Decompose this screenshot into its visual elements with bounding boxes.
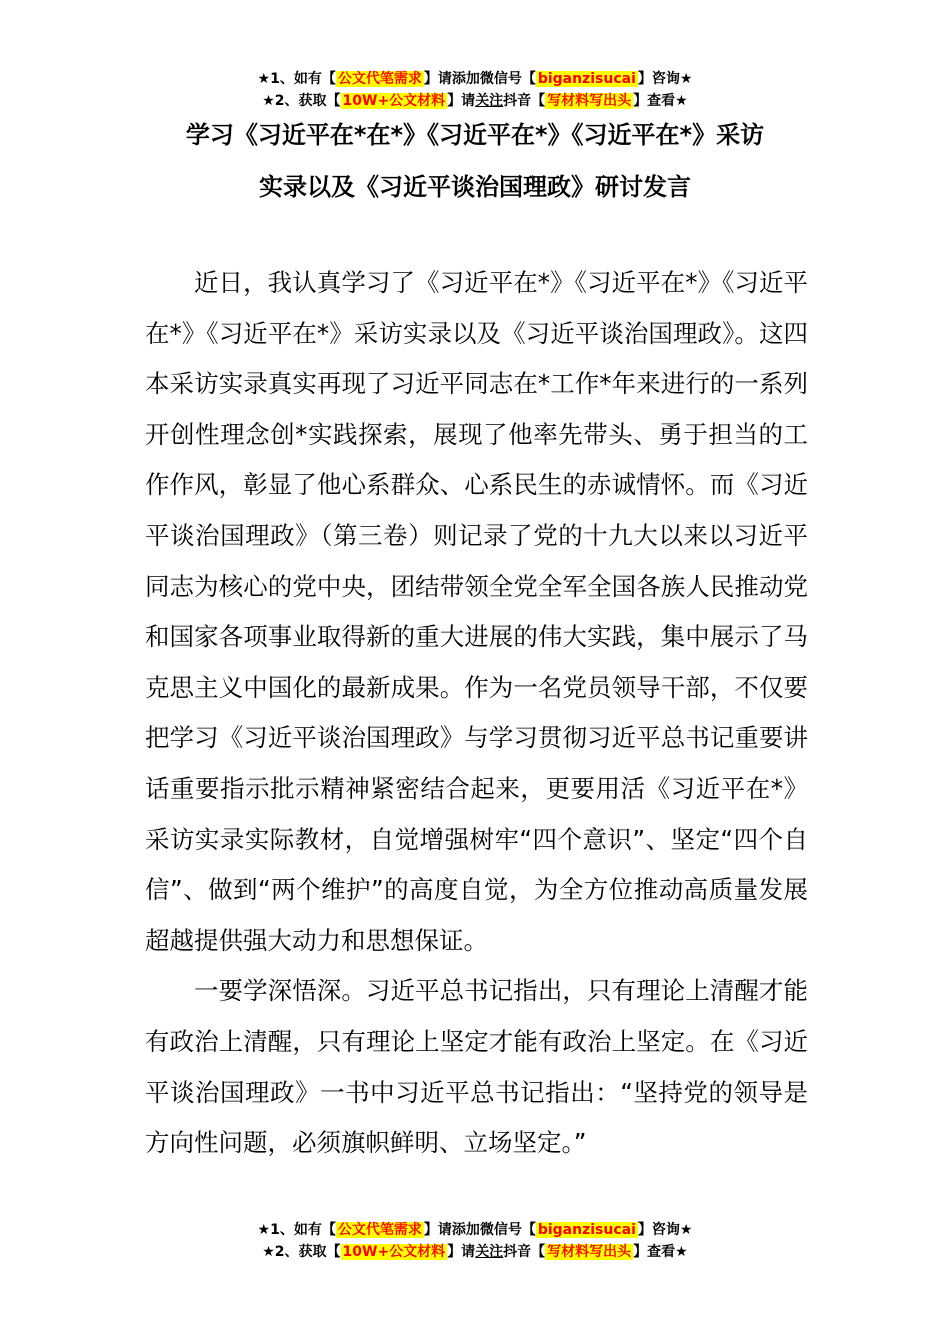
- document-title-line-1: 学习《习近平在*在*》《习近平在*》《习近平在*》采访: [185, 121, 765, 149]
- highlight-douyin: 写材料写出头: [547, 93, 632, 109]
- highlight-wechat-id: biganzisucai: [537, 1222, 636, 1238]
- document-title-line-2: 实录以及《习近平谈治国理政》研讨发言: [259, 173, 691, 201]
- promo-line-2: ★2、获取【 10W+公文材料 】请关注抖音【 写材料写出头 】查看★: [262, 1244, 688, 1260]
- paragraph-2: 一要学深悟深。习近平总书记指出，只有理论上清醒才能有政治上清醒，只有理论上坚定才能有政治上坚定。在《习近平谈治国理政》一书中习近平总书记指出：“坚持党的领导是方向性问题，必须旗帜鲜明、立场坚定。”: [145, 976, 808, 1158]
- paragraph-1: 近日，我认真学习了《习近平在*》《习近平在*》《习近平在*》《习近平在*》采访实录以及《习近平谈治国理政》。这四本采访实录真实再现了习近平同志在*工作*年来进行的一系列开创性理念创*实践探索，展现了他率先带头、勇于担当的工作作风，彰显了他心系群众、心系民生的赤诚情怀。而《习近平谈治国理政》（第三卷）则记录了党的十九大以来以习近平同志为核心的党中央，团结带领全党全军全国各族人民推动党和国家各项事业取得新的重大进展的伟大实践，集中展示了马克思主义中国化的最新成果。作为一名党员领导干部，不仅要把学习《习近平谈治国理政》与学习贯彻习近平总书记重要讲话重要指示批示精神紧密结合起来，更要用活《习近平在*》采访实录实际教材，自觉增强树牢“四个意识”、坚定“四个自信”、做到“两个维护”的高度自觉，为全方位推动高质量发展超越提供强大动力和思想保证。: [145, 268, 808, 955]
- promo-banner-bottom: [0, 1219, 950, 1263]
- promo-line-1: ★1、如有【 公文代笔需求 】请添加微信号【 biganzisucai 】咨询★: [257, 1222, 693, 1238]
- document-body: [145, 258, 808, 1169]
- highlight-service: 公文代笔需求: [337, 1222, 422, 1238]
- highlight-service: 公文代笔需求: [337, 71, 422, 87]
- promo-banner-top: [0, 68, 950, 112]
- highlight-materials: 10W+公文材料: [342, 93, 446, 109]
- promo-line-2: ★2、获取【 10W+公文材料 】请关注抖音【 写材料写出头 】查看★: [262, 93, 688, 109]
- highlight-douyin: 写材料写出头: [547, 1244, 632, 1260]
- promo-line-1: ★1、如有【 公文代笔需求 】请添加微信号【 biganzisucai 】咨询★: [257, 71, 693, 87]
- highlight-materials: 10W+公文材料: [342, 1244, 446, 1260]
- highlight-wechat-id: biganzisucai: [537, 71, 636, 87]
